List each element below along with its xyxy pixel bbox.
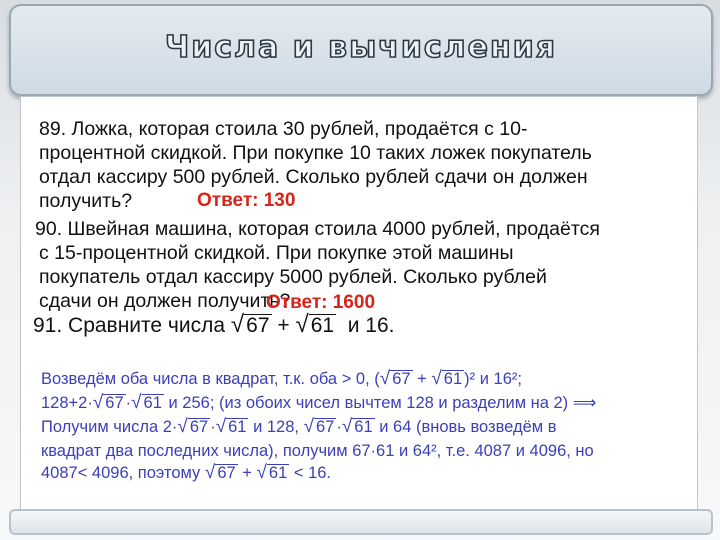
problem-90-line-3: покупатель отдал кассиру 5000 рублей. Сколько рублей [39, 266, 547, 288]
sqrt-icon: √ [230, 311, 245, 338]
radicand: 61 [443, 370, 463, 388]
dot: · [210, 418, 216, 436]
sqrt-icon: √ [379, 368, 391, 389]
content-panel [20, 96, 698, 510]
solution-text: 4087< 4096, поэтому [41, 464, 205, 482]
sqrt-icon: √ [204, 462, 216, 483]
sqrt-icon: √ [431, 368, 442, 389]
problem-89-line-4: получить? [39, 190, 133, 212]
problem-89-line-3: отдал кассиру 500 рублей. Сколько рублей сдачи он должен [39, 166, 588, 188]
radicand: 67 [316, 418, 335, 436]
solution-text: )² и 16²; [464, 370, 522, 388]
problem-91 [33, 313, 395, 338]
problem-91-suffix: и 16. [347, 314, 395, 337]
radicand: 61 [268, 464, 288, 482]
problem-89-line-2: процентной скидкой. При покупке 10 таких ложек покупатель [39, 142, 592, 164]
problem-91-prefix: 91. Сравните числа [33, 314, 226, 337]
title-banner [9, 4, 713, 96]
problem-90-line-2: с 15-процентной скидкой. При покупке этой машины [39, 242, 514, 264]
problem-90-line-1: 90. Швейная машина, которая стоила 4000 рублей, продаётся [35, 218, 600, 240]
sqrt-icon: √ [295, 311, 309, 338]
radicand: 61 [228, 418, 247, 436]
answer-89: Ответ: 130 [197, 190, 296, 211]
solution-line-4: квадрат два последних числа), получим 67·61 и 64², т.е. 4087 и 4096, но [41, 442, 594, 460]
radicand: 61 [354, 418, 373, 436]
plus-sign: + [277, 314, 290, 337]
sqrt-icon: √ [177, 416, 188, 437]
dot: · [336, 418, 342, 436]
dot: · [125, 394, 132, 412]
solution-line-5 [41, 463, 331, 483]
radicand: 61 [143, 394, 162, 412]
solution-line-3 [41, 417, 557, 437]
solution-line-1 [41, 369, 522, 389]
solution-text: и 128, [248, 418, 304, 436]
sqrt-icon: √ [92, 392, 104, 413]
plus-sign: + [412, 370, 432, 388]
solution-text: 128+2· [41, 394, 93, 412]
solution-text: Получим числа 2· [41, 418, 178, 436]
problem-89-line-1: 89. Ложка, которая стоила 30 рублей, продаётся с 10- [39, 118, 528, 140]
solution-text: Возведём оба числа в квадрат, т.к. оба > 0, ( [41, 370, 380, 388]
solution-text: < 16. [289, 464, 332, 482]
solution-text: и 256; (из обоих чисел вычтем 128 и разделим на 2) ⟹ [163, 394, 597, 412]
sqrt-icon: √ [131, 392, 142, 413]
radicand: 67 [217, 464, 236, 482]
footer-bar [9, 509, 713, 535]
sqrt-icon: √ [303, 416, 314, 437]
answer-90: Ответ: 1600 [266, 292, 376, 313]
sqrt-icon: √ [341, 416, 353, 437]
solution-text: и 64 (вновь возведём в [374, 418, 557, 436]
plus-sign: + [237, 464, 257, 482]
radicand: 67 [189, 418, 209, 436]
sqrt-icon: √ [215, 416, 227, 437]
radicand-67: 67 [246, 314, 270, 337]
solution-line-2 [41, 393, 596, 413]
radicand-61: 61 [310, 314, 335, 337]
slide-title: Числа и вычисления [164, 30, 557, 65]
radicand: 67 [105, 394, 124, 412]
problem-90-line-4: сдачи он должен получить? [39, 290, 291, 312]
sqrt-icon: √ [256, 462, 267, 483]
radicand: 67 [392, 370, 411, 388]
